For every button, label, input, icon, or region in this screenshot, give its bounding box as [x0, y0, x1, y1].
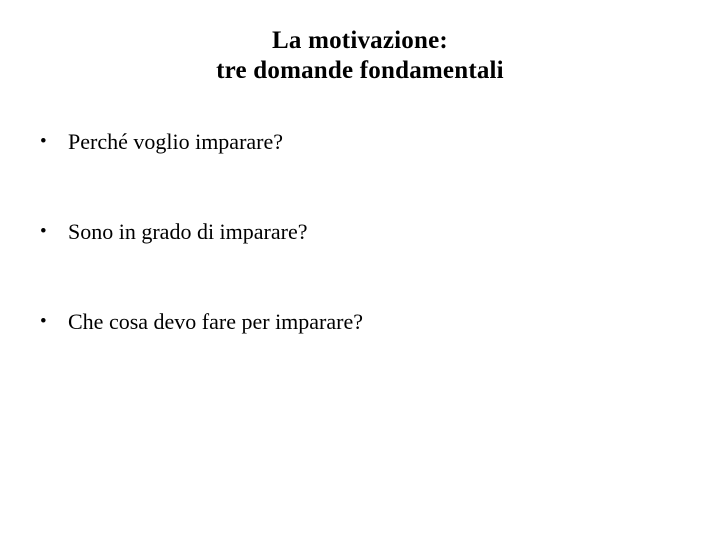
- page-title-line-1: La motivazione:: [272, 27, 448, 54]
- page-title: [0, 26, 720, 86]
- list-item-label: Sono in grado di imparare?: [68, 219, 308, 244]
- list-item-label: Perché voglio imparare?: [68, 129, 284, 154]
- bullet-point-icon: •: [40, 221, 47, 242]
- page-title-line-2: tre domande fondamentali: [216, 57, 504, 84]
- list-item-label: Che cosa devo fare per imparare?: [68, 309, 364, 334]
- list-item: [30, 218, 690, 246]
- list-item: [30, 308, 690, 336]
- bullet-point-icon: •: [40, 131, 47, 152]
- bullet-list: [30, 128, 690, 336]
- list-item: [30, 128, 690, 156]
- bullet-point-icon: •: [40, 311, 47, 332]
